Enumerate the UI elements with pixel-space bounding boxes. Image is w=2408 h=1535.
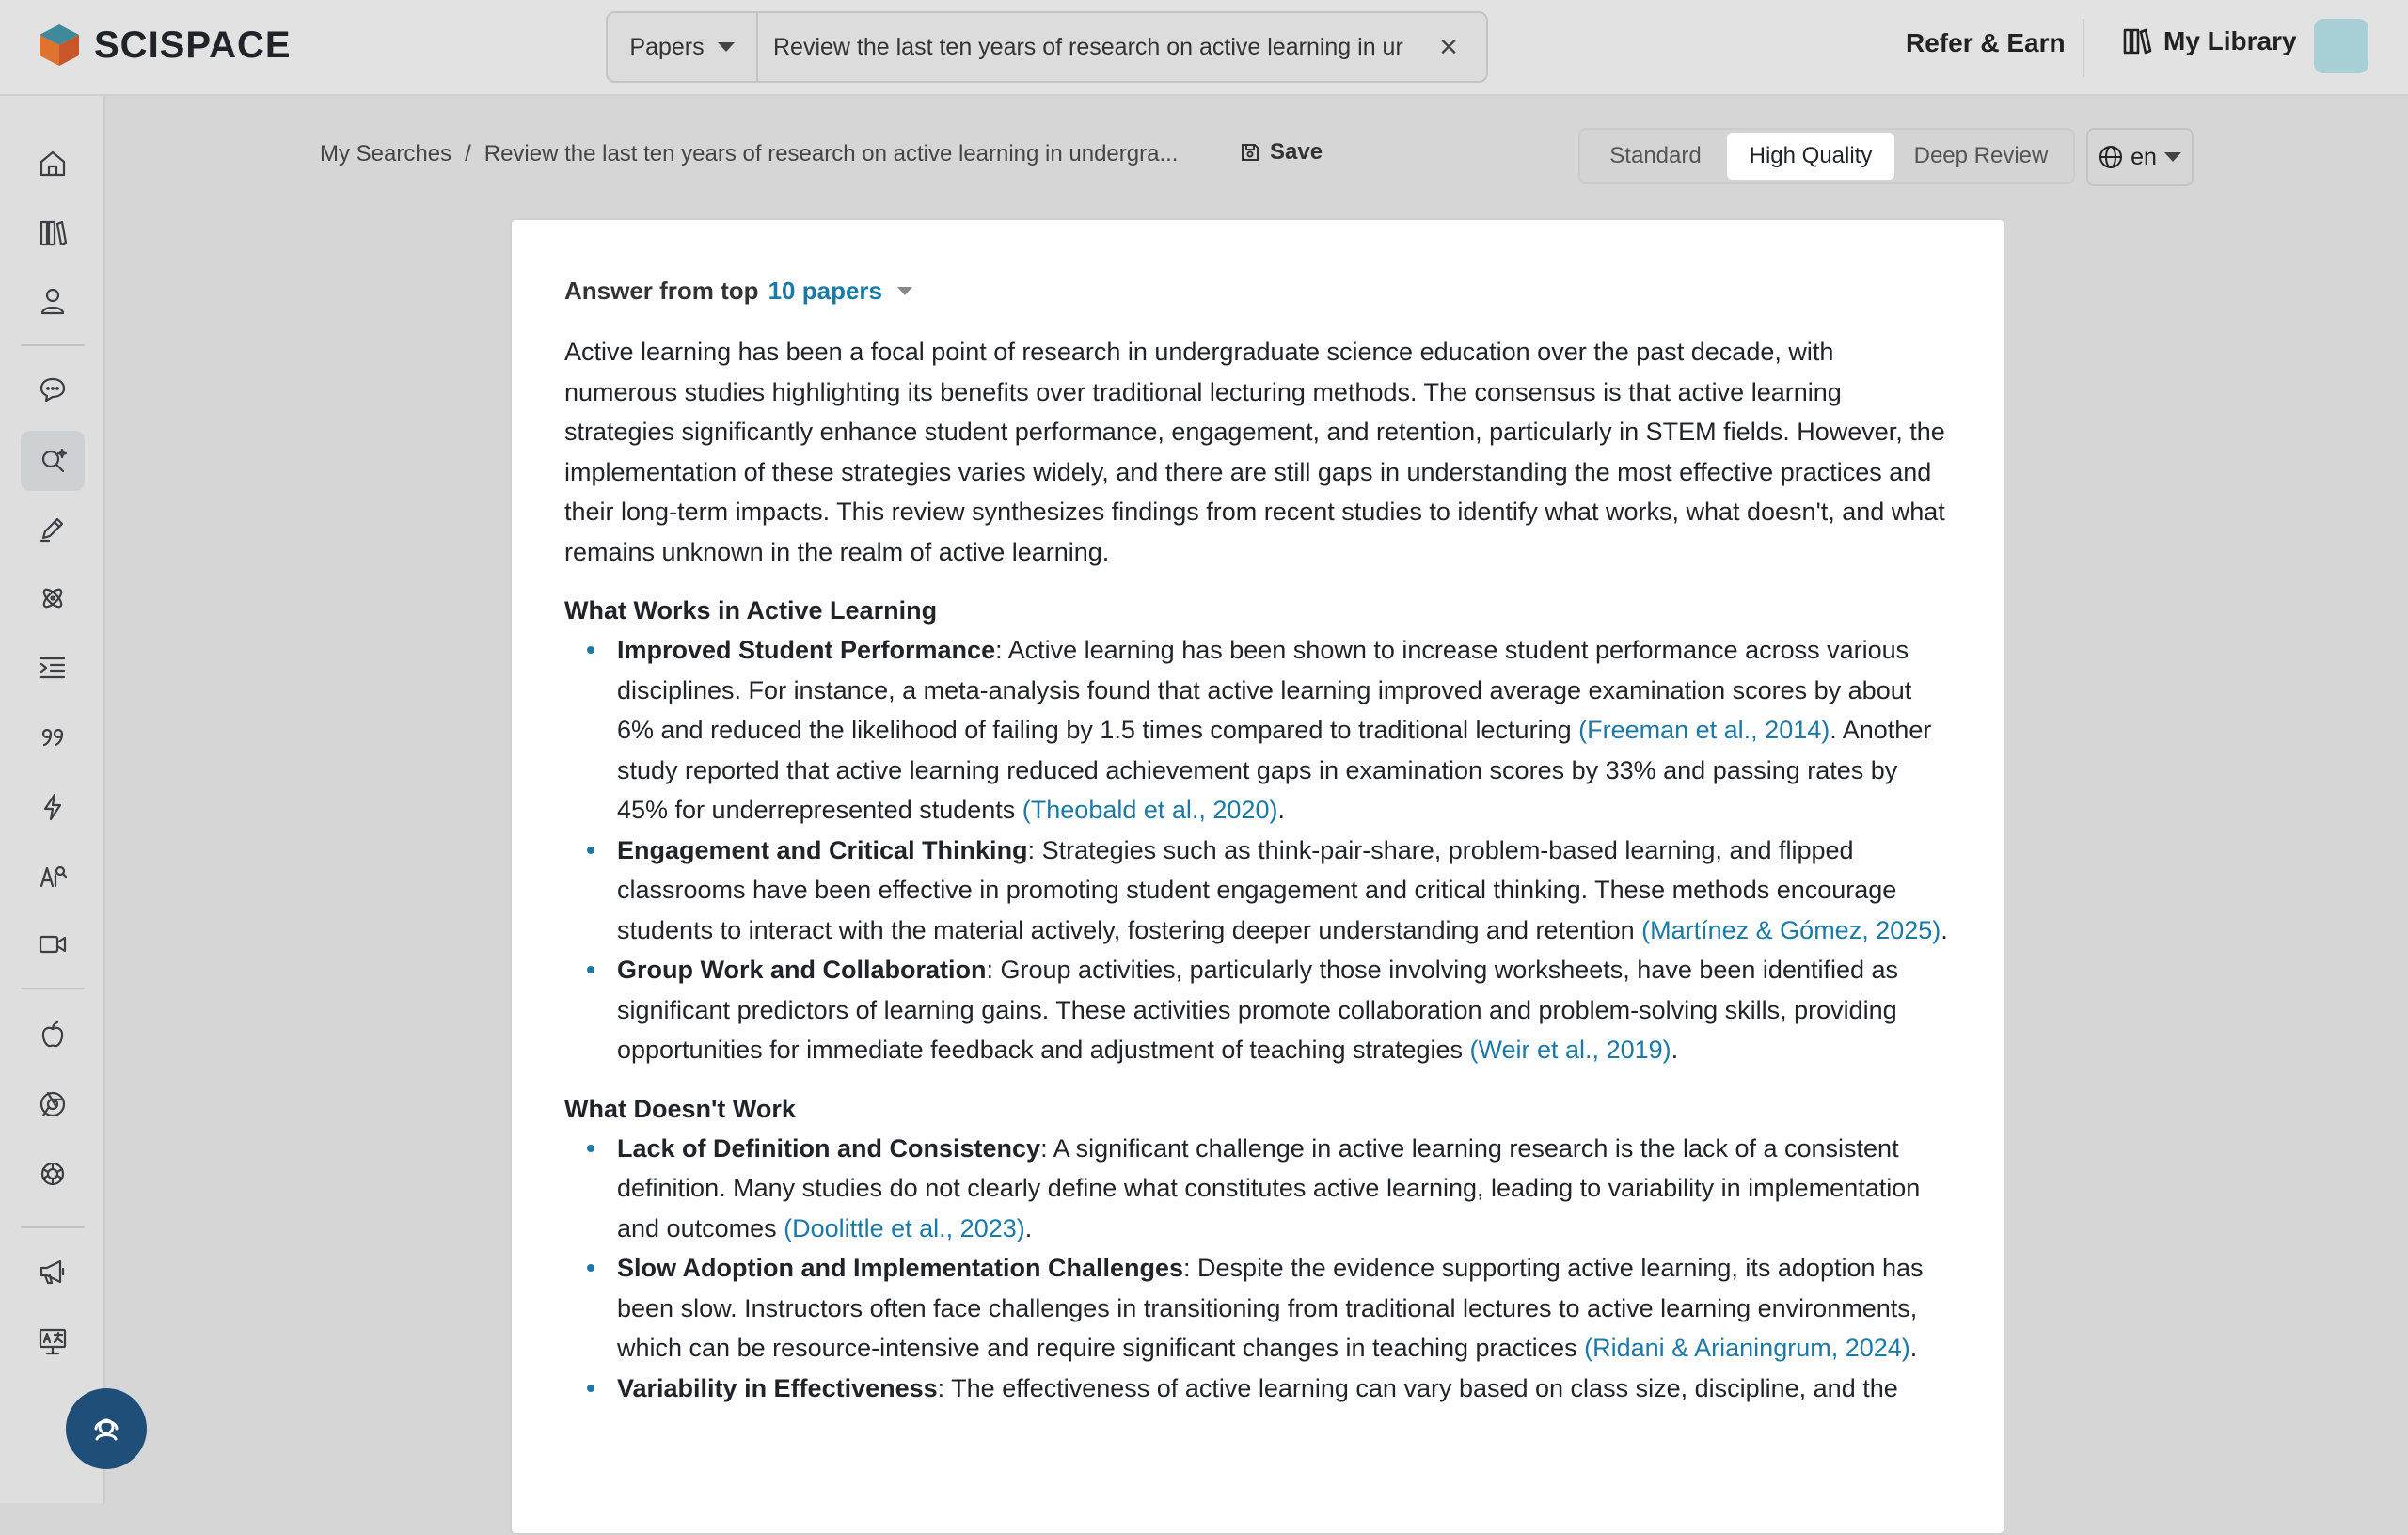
answer-header-prefix: Answer from top [564,277,759,305]
library-icon[interactable] [21,203,85,263]
save-button[interactable] [1240,139,1323,166]
openai-icon[interactable] [21,1144,85,1204]
support-agent-icon [87,1410,125,1448]
answer-intro: Active learning has been a focal point of research in undergraduate science education over the past decade, with numerous studies highlighting its benefits over traditional lecturing methods. The consensus is that active learning strategies significantly enhance student performance, engagement, and retention, particularly in STEM fields. However, the implementation of these strategies varies widely, and there are still gaps in understanding the most effective practices and their long-term impacts. This review synthesizes findings from recent studies to identify what works, what doesn't, and what remains unknown in the realm of active learning. [564,338,1945,566]
citation-link[interactable]: (Weir et al., 2019) [1469,1036,1671,1064]
close-icon[interactable]: × [1439,28,1458,65]
my-library-label: My Library [2163,26,2297,55]
item-term: Improved Student Performance [617,636,996,664]
breadcrumb [320,141,1178,167]
item-term: Engagement and Critical Thinking [617,835,1028,864]
item-term: Variability in Effectiveness [617,1373,938,1402]
item-text: . [1277,796,1285,824]
quote-icon[interactable] [21,707,85,768]
section-list [617,630,1951,1070]
item-text: . [1024,1213,1033,1242]
list-item [617,831,1951,951]
list-item [617,1248,1951,1369]
scispace-logo-icon [38,23,81,68]
ai-detect-icon[interactable] [21,847,85,907]
citation-link[interactable]: (Martínez & Gómez, 2025) [1641,915,1941,944]
item-term: Slow Adoption and Implementation Challenges [617,1254,1184,1282]
citation-link[interactable]: (Freeman et al., 2014) [1578,716,1830,744]
bolt-icon[interactable] [21,777,85,837]
item-term: Group Work and Collaboration [617,956,987,984]
citation-link[interactable]: (Ridani & Arianingrum, 2024) [1584,1334,1910,1362]
divider [21,988,85,989]
list-item [617,630,1951,831]
search-type-label: Papers [629,33,705,60]
mode-high-quality[interactable]: High Quality [1727,133,1894,180]
item-text: : Active learning has been shown to increase student performance across various disciplines. For instance, a meta-analysis found that active learning improved average examination scores by about 6% and reduced the likelihood of failing by 1.5 times compared to traditional lecturing [617,636,1912,744]
item-text: . [1941,915,1948,944]
apple-icon[interactable] [21,1005,85,1065]
section-heading: What Doesn't Work [564,1094,796,1123]
pen-icon[interactable] [21,498,85,559]
item-text: : A significant challenge in active learning research is the lack of a consistent definition. Many studies do not clearly define what constitutes active learning, leading to variability in implementation and outcomes [617,1133,1921,1242]
top-bar [0,0,2408,96]
search-bar [606,11,1488,83]
item-text: . Another study reported that active learning reduced achievement gaps in examination scores by 33% and passing rates by 45% for underrepresented students [617,716,1932,824]
list-item [617,950,1951,1070]
breadcrumb-current: Review the last ten years of research on active learning in undergra... [483,141,1179,166]
chrome-icon[interactable] [21,1074,85,1134]
search-input[interactable] [758,13,1411,81]
list-item [617,1369,1951,1409]
item-text: : Despite the evidence supporting active learning, its adoption has been slow. Instructors often face challenges in transitioning from traditional lectures to active learning environments, which can be resource-intensive and require significant changes in teaching practices [617,1254,1924,1362]
search-papers-icon[interactable] [21,431,85,491]
citation-link[interactable]: (Doolittle et al., 2023) [784,1213,1025,1242]
user-icon[interactable] [21,271,85,331]
papers-dropdown-link[interactable]: 10 papers [768,277,882,305]
answer-header [564,277,1951,306]
atom-icon[interactable] [21,568,85,628]
answer-card [510,218,2005,1535]
quality-mode-toggle [1578,128,2075,184]
list-item [617,1129,1951,1249]
mode-standard[interactable]: Standard [1609,143,1702,168]
breadcrumb-my-searches[interactable]: My Searches [320,141,452,166]
section-list [617,1129,1951,1409]
home-icon[interactable] [21,134,85,194]
divider [2083,19,2084,77]
megaphone-icon[interactable] [21,1242,85,1302]
save-label: Save [1270,139,1323,165]
language-label: en [2131,143,2157,170]
item-text: : The effectiveness of active learning can vary based on class size, discipline, and the [937,1373,1898,1402]
breadcrumb-separator: / [465,141,471,166]
divider [21,1226,85,1228]
globe-icon [2099,145,2123,169]
avatar[interactable] [2314,19,2368,73]
mode-deep-review[interactable]: Deep Review [1913,143,2049,168]
refer-earn-link[interactable]: Refer & Earn [1906,28,2066,57]
language-selector[interactable] [2086,128,2194,186]
library-icon [2122,26,2152,56]
section-heading: What Works in Active Learning [564,596,938,625]
sidebar [0,96,105,1503]
video-icon[interactable] [21,914,85,974]
save-icon [1240,142,1260,163]
help-chat-button[interactable] [66,1388,147,1469]
translate-board-icon[interactable] [21,1311,85,1371]
list-indent-icon[interactable] [21,638,85,698]
chevron-down-icon[interactable] [897,287,912,295]
item-text: : Group activities, particularly those involving worksheets, have been identified as significant predictors of learning gains. These activities promote collaboration and problem-solving skills, providing opportunities for immediate feedback and adjustment of teaching strategies [617,956,1899,1064]
chevron-down-icon [2164,152,2181,162]
item-term: Lack of Definition and Consistency [617,1133,1041,1163]
item-text: : Strategies such as think-pair-share, problem-based learning, and flipped classrooms have been effective in promoting student engagement and critical thinking. These methods encourage students to interact with the material actively, fostering deeper understanding and retention [617,835,1897,944]
item-text: . [1671,1036,1679,1064]
my-library-button[interactable] [2122,26,2297,56]
item-text: . [1909,1334,1918,1362]
citation-link[interactable]: (Theobald et al., 2020) [1022,796,1278,824]
scispace-logo[interactable] [38,23,292,68]
search-type-dropdown[interactable] [608,13,758,81]
chevron-down-icon [718,42,735,52]
chat-icon[interactable] [21,359,85,419]
logo-text: SCISPACE [94,24,292,66]
divider [21,344,85,346]
